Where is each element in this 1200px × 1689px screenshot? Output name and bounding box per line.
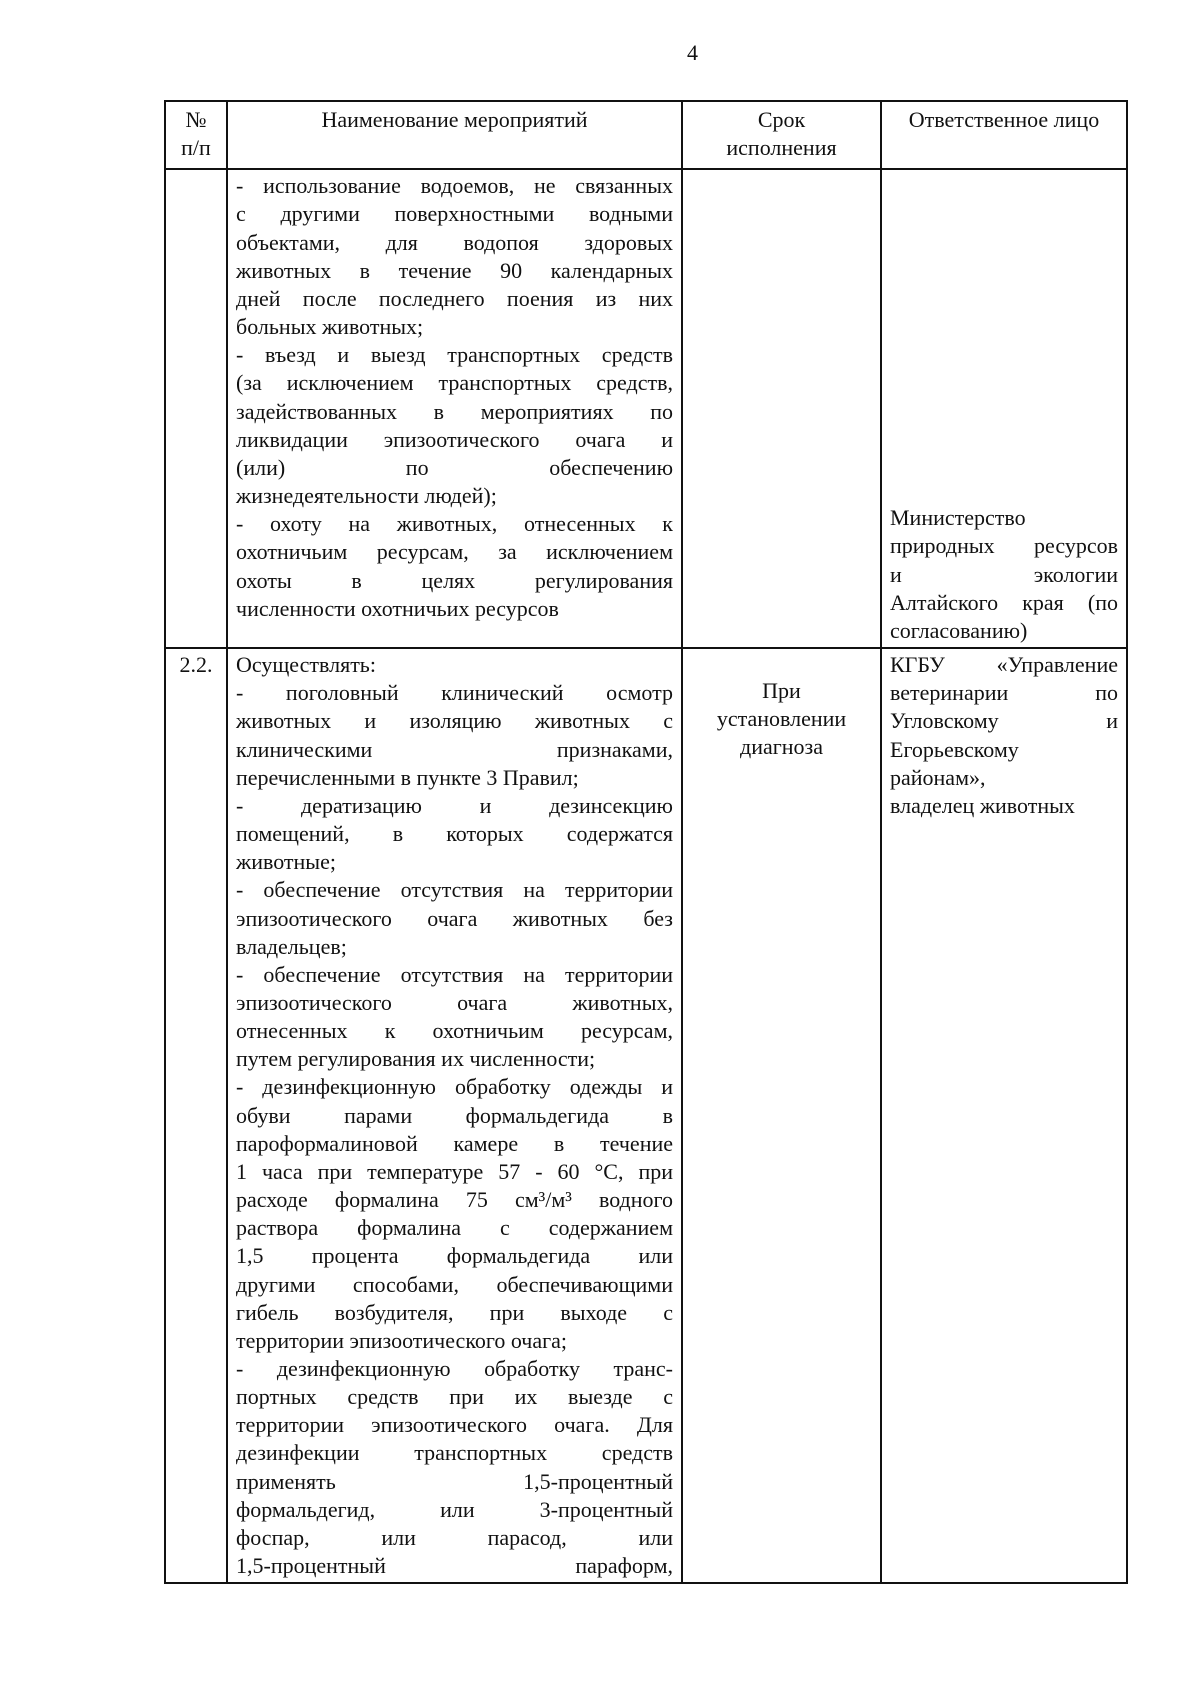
name-line: расходе формалина 75 см³/м³ водного	[236, 1187, 673, 1213]
name-line: - охоту на животных, отнесенных к	[236, 511, 673, 537]
name-line: - обеспечение отсутствия на территории	[236, 961, 673, 987]
term-line: диагноза	[740, 734, 823, 760]
name-line: эпизоотического очага животных без	[236, 905, 673, 931]
name-line: перечисленными в пункте 3 Правил;	[236, 764, 579, 790]
name-line: - использование водоемов, не связанных	[236, 173, 673, 199]
name-line: с другими поверхностными водными	[236, 201, 673, 227]
name-line: 1,5-процентный параформ,	[236, 1553, 673, 1579]
page-number: 4	[687, 40, 698, 65]
responsible-text	[890, 651, 1118, 820]
name-line: помещений, в которых содержатся	[236, 821, 673, 847]
header-name-label: Наименование мероприятий	[321, 107, 588, 132]
name-line: животные;	[236, 849, 336, 875]
header-num	[165, 101, 227, 169]
resp-line: Егорьевскому	[890, 736, 1019, 762]
name-line: раствора формалина с содержанием	[236, 1215, 673, 1241]
name-line: пароформалиновой камере в течение	[236, 1130, 673, 1156]
name-line: - въезд и выезд транспортных средств	[236, 342, 673, 368]
name-line: 1,5 процента формальдегида или	[236, 1243, 673, 1269]
resp-line: природных ресурсов	[890, 533, 1118, 559]
name-line: ликвидации эпизоотического очага и	[236, 426, 673, 452]
measures-table	[164, 100, 1128, 1584]
term-line: При	[762, 678, 801, 704]
header-term-line: исполнения	[726, 135, 837, 161]
name-line: дезинфекции транспортных средств	[236, 1440, 673, 1466]
table-row	[165, 169, 1127, 648]
term-cell	[682, 169, 881, 648]
resp-line: Министерство	[890, 505, 1026, 531]
header-num-line: п/п	[181, 135, 211, 161]
name-line: охоты в целях регулирования	[236, 567, 673, 593]
name-line: владельцев;	[236, 933, 347, 959]
name-line: территории эпизоотического очага;	[236, 1327, 568, 1353]
resp-line: Угловскому и	[890, 708, 1118, 734]
name-line: больных животных;	[236, 314, 424, 340]
measure-text	[227, 169, 682, 648]
name-line: численности охотничьих ресурсов	[236, 595, 559, 621]
name-line: гибель возбудителя, при выходе с	[236, 1299, 673, 1325]
name-line: клиническими признаками,	[236, 736, 673, 762]
table-row	[165, 648, 1127, 1583]
resp-line: ветеринарии по	[890, 680, 1118, 706]
name-line: - дезинфекционную обработку одежды и	[236, 1074, 673, 1100]
header-resp	[881, 101, 1127, 169]
name-line: - обеспечение отсутствия на территории	[236, 877, 673, 903]
name-line: другими способами, обеспечивающими	[236, 1271, 673, 1297]
name-line: охотничьим ресурсам, за исключением	[236, 539, 673, 565]
name-line: обуви парами формальдегида в	[236, 1102, 673, 1128]
name-line: жизнедеятельности людей);	[236, 483, 497, 509]
header-resp-label: Ответственное лицо	[908, 107, 1100, 132]
name-line: 1 часа при температуре 57 - 60 °С, при	[236, 1158, 673, 1184]
resp-line: владелец животных	[890, 792, 1075, 818]
responsible-cell	[881, 648, 1127, 1583]
responsible-spacer	[890, 172, 1118, 504]
resp-line: КГБУ «Управление	[890, 652, 1118, 678]
resp-line: согласованию)	[890, 617, 1028, 643]
header-num-line: №	[185, 107, 207, 132]
name-line: дней после последнего поения из них	[236, 285, 673, 311]
term-text	[691, 651, 872, 761]
name-line: портных средств при их выезде с	[236, 1384, 673, 1410]
name-line: эпизоотического очага животных,	[236, 989, 673, 1015]
name-line: животных в течение 90 календарных	[236, 257, 673, 283]
term-line: установлении	[716, 706, 847, 732]
row-number	[165, 169, 227, 648]
measure-text	[227, 648, 682, 1583]
name-line: объектами, для водопоя здоровых	[236, 229, 673, 255]
responsible-cell	[881, 169, 1127, 648]
term-cell	[682, 648, 881, 1583]
name-line: применять 1,5-процентный	[236, 1468, 673, 1494]
header-name	[227, 101, 682, 169]
name-line: территории эпизоотического очага. Для	[236, 1412, 673, 1438]
name-line: - дезинфекционную обработку транс-	[236, 1356, 673, 1381]
responsible-text	[890, 504, 1118, 645]
name-line: Осуществлять:	[236, 652, 376, 678]
name-line: формальдегид, или 3-процентный	[236, 1496, 673, 1522]
name-line: задействованных в мероприятиях по	[236, 398, 673, 424]
header-term-line: Срок	[757, 107, 806, 132]
name-line: животных и изоляцию животных с	[236, 708, 673, 734]
name-line: отнесенных к охотничьим ресурсам,	[236, 1018, 673, 1044]
resp-line: районам»,	[890, 764, 986, 790]
name-line: (за исключением транспортных средств,	[236, 370, 673, 396]
name-line: - дератизацию и дезинсекцию	[236, 792, 673, 818]
name-line: фоспар, или парасод, или	[236, 1524, 673, 1550]
name-line: (или) по обеспечению	[236, 454, 673, 480]
name-line: - поголовный клинический осмотр	[236, 680, 673, 706]
name-line: путем регулирования их численности;	[236, 1046, 596, 1072]
table-header-row	[165, 101, 1127, 169]
resp-line: Алтайского края (по	[890, 589, 1118, 615]
resp-line: и экологии	[890, 561, 1118, 587]
header-term	[682, 101, 881, 169]
row-number: 2.2.	[165, 648, 227, 1583]
